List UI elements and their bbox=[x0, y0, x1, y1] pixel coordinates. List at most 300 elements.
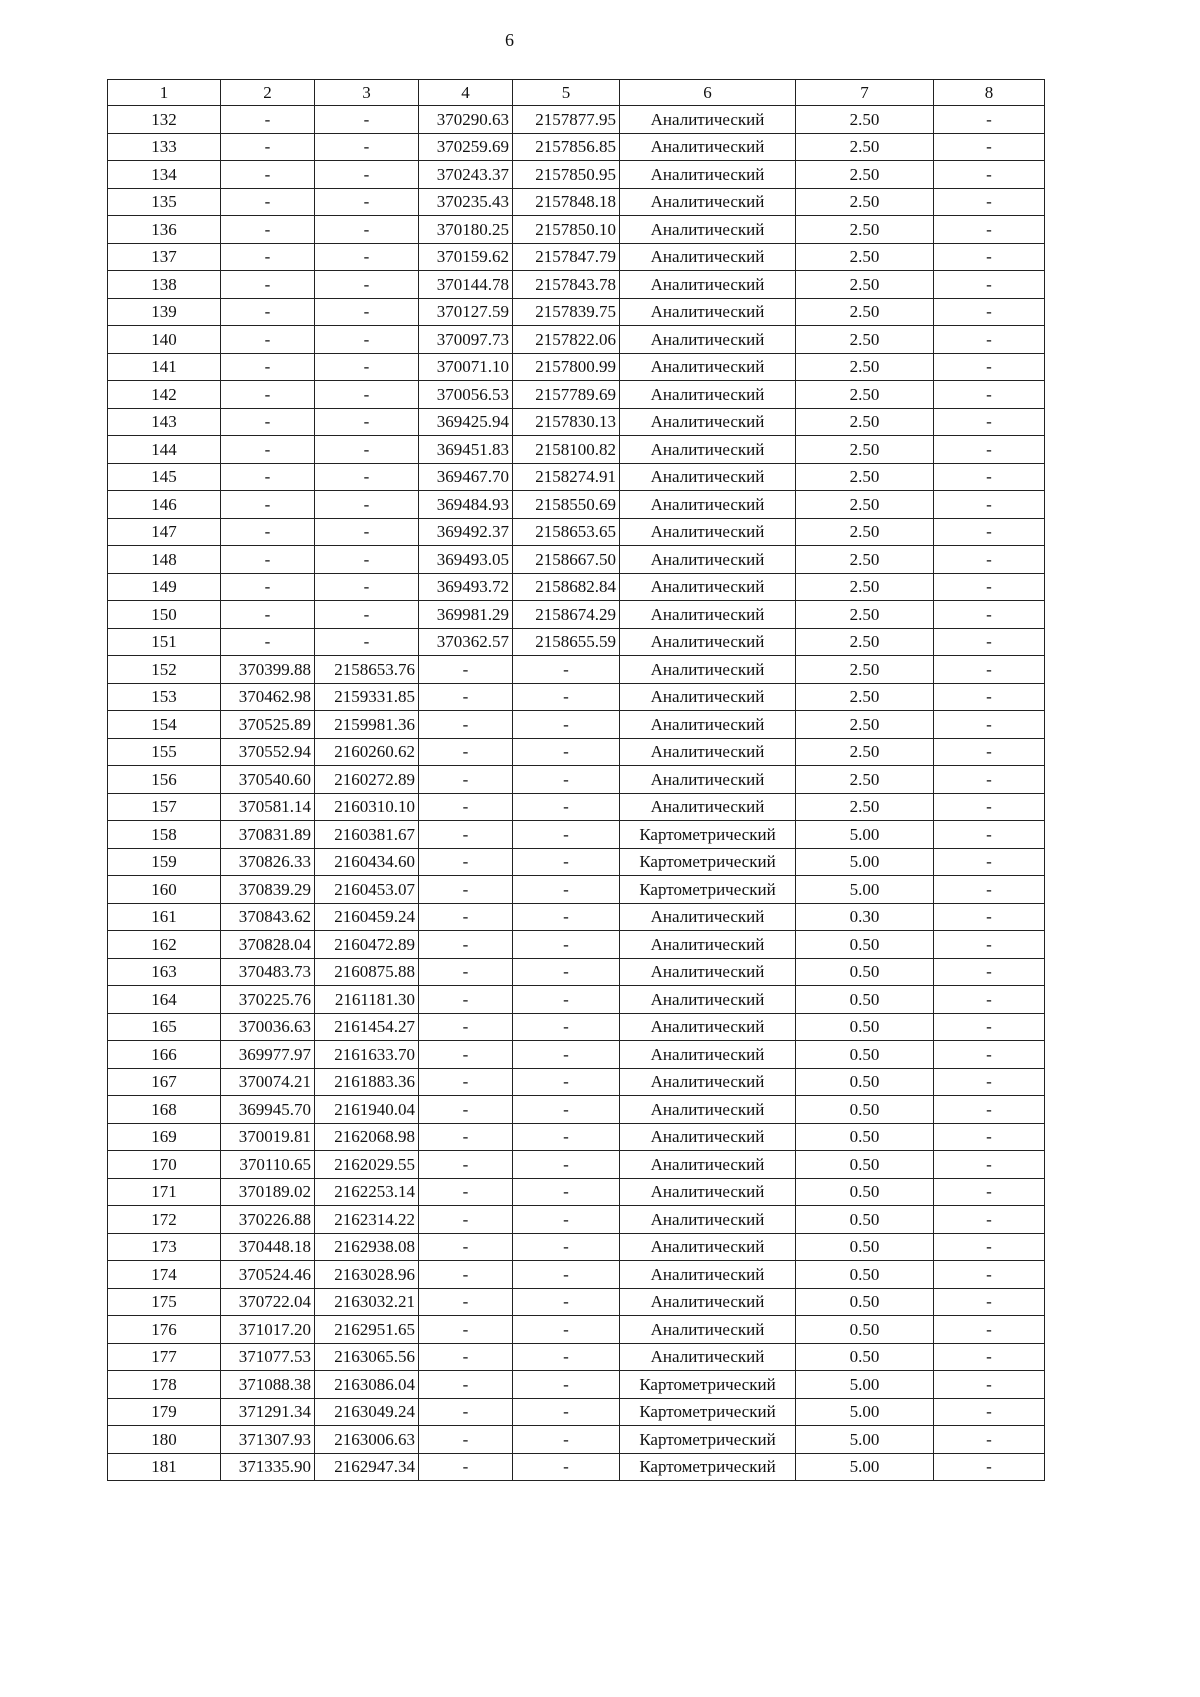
table-cell: 162 bbox=[108, 931, 221, 959]
table-cell: - bbox=[419, 1041, 513, 1069]
table-row bbox=[108, 216, 1045, 244]
table-cell: 371077.53 bbox=[221, 1343, 315, 1371]
table-cell: 134 bbox=[108, 161, 221, 189]
table-cell: 2158674.29 bbox=[513, 601, 620, 629]
table-cell: - bbox=[934, 1013, 1045, 1041]
table-cell: 151 bbox=[108, 628, 221, 656]
table-cell: 371291.34 bbox=[221, 1398, 315, 1426]
table-cell: Картометрический bbox=[620, 821, 796, 849]
table-cell: - bbox=[315, 381, 419, 409]
table-cell: 369484.93 bbox=[419, 491, 513, 519]
table-cell: - bbox=[419, 1426, 513, 1454]
table-cell: 370722.04 bbox=[221, 1288, 315, 1316]
table-cell: 156 bbox=[108, 766, 221, 794]
table-cell: Аналитический bbox=[620, 601, 796, 629]
table-cell: - bbox=[419, 903, 513, 931]
table-cell: - bbox=[419, 1316, 513, 1344]
table-cell: 369492.37 bbox=[419, 518, 513, 546]
table-row bbox=[108, 353, 1045, 381]
table-cell: - bbox=[934, 876, 1045, 904]
table-cell: - bbox=[315, 271, 419, 299]
table-cell: Аналитический bbox=[620, 1316, 796, 1344]
table-cell: 2157839.75 bbox=[513, 298, 620, 326]
table-cell: 177 bbox=[108, 1343, 221, 1371]
table-cell: - bbox=[419, 931, 513, 959]
table-cell: Аналитический bbox=[620, 1096, 796, 1124]
table-cell: Аналитический bbox=[620, 1013, 796, 1041]
table-cell: - bbox=[221, 161, 315, 189]
table-cell: 179 bbox=[108, 1398, 221, 1426]
table-cell: - bbox=[419, 1178, 513, 1206]
table-cell: 370839.29 bbox=[221, 876, 315, 904]
table-cell: - bbox=[419, 1123, 513, 1151]
table-cell: 137 bbox=[108, 243, 221, 271]
table-row bbox=[108, 133, 1045, 161]
table-cell: - bbox=[934, 793, 1045, 821]
table-cell: Аналитический bbox=[620, 243, 796, 271]
table-cell: Аналитический bbox=[620, 546, 796, 574]
table-cell: 2162253.14 bbox=[315, 1178, 419, 1206]
table-cell: 370243.37 bbox=[419, 161, 513, 189]
table-cell: - bbox=[513, 1398, 620, 1426]
table-cell: - bbox=[934, 573, 1045, 601]
table-cell: Картометрический bbox=[620, 1371, 796, 1399]
table-cell: 0.50 bbox=[796, 1123, 934, 1151]
table-cell: - bbox=[934, 1178, 1045, 1206]
table-cell: 370226.88 bbox=[221, 1206, 315, 1234]
table-cell: 2161940.04 bbox=[315, 1096, 419, 1124]
table-cell: 2163028.96 bbox=[315, 1261, 419, 1289]
table-cell: 139 bbox=[108, 298, 221, 326]
table-cell: 181 bbox=[108, 1453, 221, 1481]
table-row bbox=[108, 573, 1045, 601]
table-cell: 0.30 bbox=[796, 903, 934, 931]
table-cell: - bbox=[315, 326, 419, 354]
table-cell: - bbox=[419, 1206, 513, 1234]
table-cell: 2157843.78 bbox=[513, 271, 620, 299]
table-cell: - bbox=[934, 381, 1045, 409]
table-cell: - bbox=[221, 326, 315, 354]
table-cell: - bbox=[315, 353, 419, 381]
table-cell: - bbox=[221, 106, 315, 134]
table-cell: - bbox=[419, 958, 513, 986]
table-cell: 0.50 bbox=[796, 1041, 934, 1069]
table-cell: - bbox=[221, 381, 315, 409]
table-cell: 2160472.89 bbox=[315, 931, 419, 959]
table-cell: 2.50 bbox=[796, 271, 934, 299]
table-cell: 153 bbox=[108, 683, 221, 711]
table-cell: - bbox=[934, 738, 1045, 766]
table-row bbox=[108, 243, 1045, 271]
table-cell: 2158274.91 bbox=[513, 463, 620, 491]
table-cell: 2157856.85 bbox=[513, 133, 620, 161]
table-cell: Картометрический bbox=[620, 1426, 796, 1454]
table-cell: 2160272.89 bbox=[315, 766, 419, 794]
table-cell: 145 bbox=[108, 463, 221, 491]
table-cell: Картометрический bbox=[620, 1398, 796, 1426]
table-cell: Аналитический bbox=[620, 1343, 796, 1371]
table-cell: - bbox=[419, 1398, 513, 1426]
table-cell: 2.50 bbox=[796, 546, 934, 574]
table-cell: - bbox=[315, 188, 419, 216]
table-cell: - bbox=[934, 408, 1045, 436]
table-cell: 370448.18 bbox=[221, 1233, 315, 1261]
table-cell: 2157822.06 bbox=[513, 326, 620, 354]
table-cell: 166 bbox=[108, 1041, 221, 1069]
table-cell: 2.50 bbox=[796, 436, 934, 464]
table-cell: Аналитический bbox=[620, 573, 796, 601]
table-cell: - bbox=[934, 711, 1045, 739]
table-cell: - bbox=[934, 1288, 1045, 1316]
table-row bbox=[108, 793, 1045, 821]
table-cell: 144 bbox=[108, 436, 221, 464]
table-cell: 2160434.60 bbox=[315, 848, 419, 876]
table-cell: 148 bbox=[108, 546, 221, 574]
table-cell: - bbox=[934, 656, 1045, 684]
table-cell: 2162029.55 bbox=[315, 1151, 419, 1179]
table-cell: 369977.97 bbox=[221, 1041, 315, 1069]
column-header: 4 bbox=[419, 80, 513, 106]
table-cell: - bbox=[513, 903, 620, 931]
table-cell: Аналитический bbox=[620, 1123, 796, 1151]
table-cell: Аналитический bbox=[620, 161, 796, 189]
table-cell: - bbox=[221, 271, 315, 299]
table-cell: 371307.93 bbox=[221, 1426, 315, 1454]
table-cell: 2.50 bbox=[796, 353, 934, 381]
table-cell: - bbox=[221, 518, 315, 546]
table-cell: - bbox=[513, 876, 620, 904]
table-cell: - bbox=[315, 408, 419, 436]
column-header: 8 bbox=[934, 80, 1045, 106]
table-cell: 2162068.98 bbox=[315, 1123, 419, 1151]
table-cell: - bbox=[419, 1068, 513, 1096]
table-cell: 0.50 bbox=[796, 1013, 934, 1041]
table-cell: - bbox=[934, 1316, 1045, 1344]
table-cell: Аналитический bbox=[620, 133, 796, 161]
table-cell: 161 bbox=[108, 903, 221, 931]
table-cell: 2159981.36 bbox=[315, 711, 419, 739]
table-cell: 2.50 bbox=[796, 188, 934, 216]
table-row bbox=[108, 821, 1045, 849]
table-cell: 2.50 bbox=[796, 573, 934, 601]
table-cell: - bbox=[934, 1068, 1045, 1096]
table-cell: - bbox=[419, 1261, 513, 1289]
table-cell: - bbox=[221, 408, 315, 436]
table-cell: 2157847.79 bbox=[513, 243, 620, 271]
table-row bbox=[108, 1371, 1045, 1399]
table-cell: - bbox=[934, 1261, 1045, 1289]
table-cell: 168 bbox=[108, 1096, 221, 1124]
table-cell: 0.50 bbox=[796, 986, 934, 1014]
table-cell: 149 bbox=[108, 573, 221, 601]
table-cell: - bbox=[221, 628, 315, 656]
table-cell: - bbox=[419, 1151, 513, 1179]
table-cell: 0.50 bbox=[796, 1206, 934, 1234]
table-cell: 2.50 bbox=[796, 243, 934, 271]
table-cell: - bbox=[934, 133, 1045, 161]
table-cell: - bbox=[934, 243, 1045, 271]
table-cell: - bbox=[513, 1151, 620, 1179]
table-cell: - bbox=[934, 958, 1045, 986]
table-cell: - bbox=[513, 1316, 620, 1344]
table-row bbox=[108, 1343, 1045, 1371]
table-cell: 142 bbox=[108, 381, 221, 409]
table-cell: 0.50 bbox=[796, 1343, 934, 1371]
table-cell: 2163049.24 bbox=[315, 1398, 419, 1426]
table-cell: 160 bbox=[108, 876, 221, 904]
table-cell: - bbox=[513, 1233, 620, 1261]
table-row bbox=[108, 491, 1045, 519]
table-row bbox=[108, 463, 1045, 491]
table-cell: 175 bbox=[108, 1288, 221, 1316]
table-cell: 2157848.18 bbox=[513, 188, 620, 216]
table-cell: - bbox=[513, 1371, 620, 1399]
table-cell: - bbox=[934, 683, 1045, 711]
table-cell: Аналитический bbox=[620, 931, 796, 959]
table-cell: - bbox=[934, 986, 1045, 1014]
table-row bbox=[108, 1068, 1045, 1096]
table-cell: 370127.59 bbox=[419, 298, 513, 326]
table-cell: 2163006.63 bbox=[315, 1426, 419, 1454]
table-cell: 2.50 bbox=[796, 298, 934, 326]
table-cell: 2158655.59 bbox=[513, 628, 620, 656]
table-cell: 2.50 bbox=[796, 463, 934, 491]
table-cell: 370483.73 bbox=[221, 958, 315, 986]
table-cell: - bbox=[934, 601, 1045, 629]
coordinates-table bbox=[107, 79, 1045, 1481]
table-cell: 370362.57 bbox=[419, 628, 513, 656]
table-cell: - bbox=[934, 106, 1045, 134]
table-cell: - bbox=[315, 298, 419, 326]
table-cell: 5.00 bbox=[796, 1426, 934, 1454]
table-cell: Аналитический bbox=[620, 353, 796, 381]
table-cell: - bbox=[419, 848, 513, 876]
table-cell: 2.50 bbox=[796, 161, 934, 189]
table-cell: 2.50 bbox=[796, 793, 934, 821]
table-row bbox=[108, 1041, 1045, 1069]
table-cell: Аналитический bbox=[620, 518, 796, 546]
table-cell: 178 bbox=[108, 1371, 221, 1399]
table-cell: - bbox=[934, 1426, 1045, 1454]
table-cell: Аналитический bbox=[620, 903, 796, 931]
table-cell: 2160875.88 bbox=[315, 958, 419, 986]
table-row bbox=[108, 1316, 1045, 1344]
table-cell: 2158653.65 bbox=[513, 518, 620, 546]
table-cell: 147 bbox=[108, 518, 221, 546]
table-cell: 172 bbox=[108, 1206, 221, 1234]
table-cell: - bbox=[513, 1343, 620, 1371]
table-cell: - bbox=[315, 573, 419, 601]
table-cell: - bbox=[419, 793, 513, 821]
table-cell: - bbox=[419, 876, 513, 904]
table-cell: Аналитический bbox=[620, 216, 796, 244]
table-cell: 2.50 bbox=[796, 518, 934, 546]
table-cell: 370399.88 bbox=[221, 656, 315, 684]
table-cell: 2.50 bbox=[796, 408, 934, 436]
table-row bbox=[108, 766, 1045, 794]
table-cell: - bbox=[934, 1371, 1045, 1399]
table-cell: - bbox=[513, 683, 620, 711]
column-header: 1 bbox=[108, 80, 221, 106]
table-cell: 2160453.07 bbox=[315, 876, 419, 904]
table-row bbox=[108, 601, 1045, 629]
table-cell: Аналитический bbox=[620, 656, 796, 684]
table-cell: - bbox=[934, 848, 1045, 876]
table-cell: 2161454.27 bbox=[315, 1013, 419, 1041]
table-cell: 5.00 bbox=[796, 848, 934, 876]
table-cell: 370462.98 bbox=[221, 683, 315, 711]
table-cell: Аналитический bbox=[620, 1261, 796, 1289]
table-cell: - bbox=[419, 656, 513, 684]
table-cell: Аналитический bbox=[620, 1233, 796, 1261]
table-cell: 369425.94 bbox=[419, 408, 513, 436]
table-cell: - bbox=[315, 628, 419, 656]
table-cell: Картометрический bbox=[620, 848, 796, 876]
table-cell: - bbox=[513, 1288, 620, 1316]
table-cell: 370828.04 bbox=[221, 931, 315, 959]
table-cell: 165 bbox=[108, 1013, 221, 1041]
table-cell: - bbox=[221, 188, 315, 216]
table-row bbox=[108, 738, 1045, 766]
table-cell: Аналитический bbox=[620, 188, 796, 216]
table-cell: - bbox=[934, 326, 1045, 354]
table-cell: 2161883.36 bbox=[315, 1068, 419, 1096]
table-row bbox=[108, 436, 1045, 464]
table-cell: Аналитический bbox=[620, 738, 796, 766]
table-cell: 135 bbox=[108, 188, 221, 216]
table-cell: - bbox=[419, 1288, 513, 1316]
table-cell: 2158100.82 bbox=[513, 436, 620, 464]
table-cell: 169 bbox=[108, 1123, 221, 1151]
table-cell: - bbox=[934, 271, 1045, 299]
table-cell: 2158682.84 bbox=[513, 573, 620, 601]
table-cell: Аналитический bbox=[620, 766, 796, 794]
table-cell: 5.00 bbox=[796, 821, 934, 849]
table-row bbox=[108, 986, 1045, 1014]
table-cell: - bbox=[315, 518, 419, 546]
table-cell: 164 bbox=[108, 986, 221, 1014]
table-row bbox=[108, 188, 1045, 216]
table-cell: 2.50 bbox=[796, 216, 934, 244]
table-cell: - bbox=[221, 216, 315, 244]
table-cell: - bbox=[934, 1206, 1045, 1234]
table-cell: - bbox=[513, 793, 620, 821]
table-cell: - bbox=[934, 903, 1045, 931]
table-cell: 152 bbox=[108, 656, 221, 684]
table-cell: 174 bbox=[108, 1261, 221, 1289]
table-cell: Аналитический bbox=[620, 986, 796, 1014]
table-cell: - bbox=[934, 1041, 1045, 1069]
table-cell: Картометрический bbox=[620, 1453, 796, 1481]
table-cell: 0.50 bbox=[796, 931, 934, 959]
table-cell: Аналитический bbox=[620, 436, 796, 464]
table-row bbox=[108, 298, 1045, 326]
column-header: 5 bbox=[513, 80, 620, 106]
table-cell: 369451.83 bbox=[419, 436, 513, 464]
table-cell: 370552.94 bbox=[221, 738, 315, 766]
table-cell: Аналитический bbox=[620, 683, 796, 711]
table-row bbox=[108, 1233, 1045, 1261]
table-cell: - bbox=[934, 766, 1045, 794]
table-row bbox=[108, 931, 1045, 959]
table-cell: 2.50 bbox=[796, 326, 934, 354]
table-body bbox=[108, 80, 1045, 1481]
column-header: 7 bbox=[796, 80, 934, 106]
table-cell: 2162938.08 bbox=[315, 1233, 419, 1261]
table-cell: - bbox=[419, 821, 513, 849]
table-row bbox=[108, 876, 1045, 904]
table-cell: - bbox=[934, 436, 1045, 464]
table-cell: - bbox=[934, 1398, 1045, 1426]
table-cell: 2158653.76 bbox=[315, 656, 419, 684]
table-cell: 369493.72 bbox=[419, 573, 513, 601]
table-cell: 2159331.85 bbox=[315, 683, 419, 711]
table-cell: - bbox=[221, 243, 315, 271]
table-cell: 5.00 bbox=[796, 1371, 934, 1399]
table-cell: - bbox=[221, 463, 315, 491]
table-cell: - bbox=[934, 1343, 1045, 1371]
table-cell: Аналитический bbox=[620, 1178, 796, 1206]
table-cell: - bbox=[513, 1096, 620, 1124]
table-cell: 2157800.99 bbox=[513, 353, 620, 381]
table-cell: 2160381.67 bbox=[315, 821, 419, 849]
table-cell: 370159.62 bbox=[419, 243, 513, 271]
table-cell: - bbox=[221, 491, 315, 519]
table-row bbox=[108, 381, 1045, 409]
table-row bbox=[108, 271, 1045, 299]
table-row bbox=[108, 518, 1045, 546]
table-cell: Аналитический bbox=[620, 793, 796, 821]
table-cell: - bbox=[221, 601, 315, 629]
table-cell: - bbox=[315, 463, 419, 491]
table-row bbox=[108, 161, 1045, 189]
table-row bbox=[108, 683, 1045, 711]
table-cell: - bbox=[513, 931, 620, 959]
table-row bbox=[108, 326, 1045, 354]
table-cell: 2.50 bbox=[796, 766, 934, 794]
table-cell: - bbox=[419, 711, 513, 739]
table-cell: 369467.70 bbox=[419, 463, 513, 491]
table-row bbox=[108, 1453, 1045, 1481]
table-row bbox=[108, 848, 1045, 876]
table-cell: - bbox=[419, 1453, 513, 1481]
table-cell: 2162951.65 bbox=[315, 1316, 419, 1344]
table-cell: 371335.90 bbox=[221, 1453, 315, 1481]
table-cell: 370581.14 bbox=[221, 793, 315, 821]
table-cell: 159 bbox=[108, 848, 221, 876]
table-cell: - bbox=[513, 986, 620, 1014]
table-cell: - bbox=[513, 738, 620, 766]
table-cell: - bbox=[315, 243, 419, 271]
table-cell: 2.50 bbox=[796, 491, 934, 519]
table-cell: - bbox=[513, 1453, 620, 1481]
table-cell: - bbox=[221, 546, 315, 574]
table-cell: 370019.81 bbox=[221, 1123, 315, 1151]
table-cell: 0.50 bbox=[796, 1288, 934, 1316]
table-cell: 2.50 bbox=[796, 106, 934, 134]
table-cell: 5.00 bbox=[796, 876, 934, 904]
table-row bbox=[108, 1013, 1045, 1041]
table-row bbox=[108, 958, 1045, 986]
table-cell: Аналитический bbox=[620, 1288, 796, 1316]
table-cell: Аналитический bbox=[620, 1041, 796, 1069]
table-cell: 133 bbox=[108, 133, 221, 161]
table-cell: Аналитический bbox=[620, 408, 796, 436]
table-cell: 2163032.21 bbox=[315, 1288, 419, 1316]
table-cell: - bbox=[513, 711, 620, 739]
table-cell: 2.50 bbox=[796, 381, 934, 409]
table-cell: 2161181.30 bbox=[315, 986, 419, 1014]
